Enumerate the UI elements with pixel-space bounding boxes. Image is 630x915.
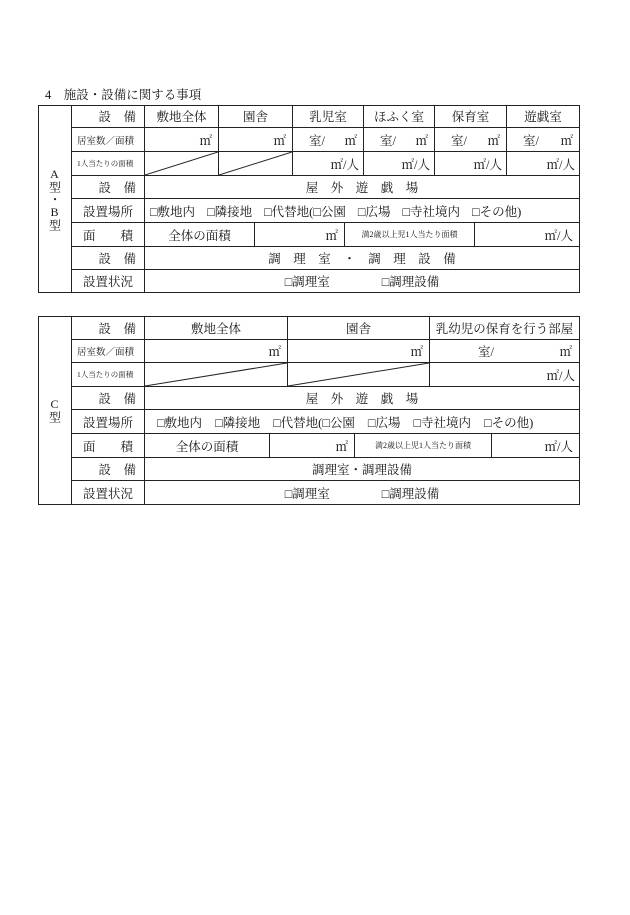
outdoor-playground-heading: 屋 外 遊 戯 場 <box>145 387 580 410</box>
room-area-unit: ㎡ <box>560 133 573 148</box>
option-kitchen-equipment: □調理設備 <box>381 486 440 501</box>
diagonal-strike <box>288 363 429 386</box>
nursery-room-area-cell <box>435 128 507 152</box>
facility-label: 設 備 <box>72 247 145 270</box>
area-label: 面 積 <box>72 223 145 247</box>
per-child-area-label: 満2歳以上児1人当たり面積 <box>345 223 475 247</box>
facility-table-type-ab <box>38 105 580 293</box>
installation-status-label: 設置状況 <box>72 481 145 505</box>
kitchen-heading: 調 理 室 ・ 調 理 設 備 <box>145 247 580 270</box>
room-area-unit: ㎡ <box>559 345 572 359</box>
crawling-room-per-person-cell: ㎡/人 <box>364 152 435 176</box>
option-other: □その他) <box>472 204 522 219</box>
installation-status-options <box>145 481 580 505</box>
room-area-unit: ㎡ <box>487 133 500 148</box>
total-area-cell: ㎡ <box>270 434 355 458</box>
location-options <box>145 199 580 223</box>
childcare-room-area-cell <box>430 340 580 363</box>
option-temple-grounds: □寺社境内 <box>402 204 461 219</box>
crossed-out-cell <box>145 363 288 387</box>
option-other: □その他) <box>484 415 534 430</box>
option-square: □広場 <box>367 415 401 430</box>
play-room-area-cell <box>507 128 580 152</box>
site-area-cell: ㎡ <box>145 340 288 363</box>
room-area-unit: ㎡ <box>344 133 357 148</box>
building-area-cell: ㎡ <box>219 128 293 152</box>
infant-room-area-cell <box>293 128 364 152</box>
option-square: □広場 <box>357 204 391 219</box>
per-child-area-cell: ㎡/人 <box>475 223 580 247</box>
column-header-childcare-room: 乳幼児の保育を行う部屋 <box>430 316 580 340</box>
total-area-cell: ㎡ <box>255 223 345 247</box>
option-substitute-park: □代替地(□公園 <box>264 204 346 219</box>
outdoor-playground-heading: 屋 外 遊 戯 場 <box>145 176 580 199</box>
section-title: 4 施設・設備に関する事項 <box>45 88 202 102</box>
column-header-site-total: 敷地全体 <box>145 316 288 340</box>
option-kitchen-room: □調理室 <box>284 275 330 289</box>
per-person-area-label: 1人当たりの面積 <box>72 152 145 176</box>
option-adjacent: □隣接地 <box>207 204 253 219</box>
area-label: 面 積 <box>72 434 145 458</box>
diagonal-strike <box>145 363 287 386</box>
diagonal-strike <box>219 152 292 175</box>
play-room-per-person-cell: ㎡/人 <box>507 152 580 176</box>
option-kitchen-equipment: □調理設備 <box>381 275 440 289</box>
location-options <box>145 410 580 434</box>
kitchen-heading: 調理室・調理設備 <box>145 458 580 481</box>
column-header-play-room: 遊戯室 <box>507 105 580 128</box>
facility-label: 設 備 <box>72 458 145 481</box>
option-kitchen-room: □調理室 <box>284 486 330 501</box>
facility-label: 設 備 <box>72 387 145 410</box>
childcare-room-per-person-cell: ㎡/人 <box>430 363 580 387</box>
facility-label: 設 備 <box>72 176 145 199</box>
installation-status-label: 設置状況 <box>72 270 145 293</box>
room-count-unit: 室/ <box>380 133 396 148</box>
location-label: 設置場所 <box>72 410 145 434</box>
per-person-area-label: 1人当たりの面積 <box>72 363 145 387</box>
crossed-out-cell <box>145 152 219 176</box>
infant-room-per-person-cell: ㎡/人 <box>293 152 364 176</box>
room-area-label: 居室数／面積 <box>72 340 145 363</box>
option-temple-grounds: □寺社境内 <box>413 415 472 430</box>
side-label-type-ab: A型・B型 <box>38 105 72 293</box>
option-on-site: □敷地内 <box>157 415 203 430</box>
crossed-out-cell <box>288 363 430 387</box>
room-count-unit: 室/ <box>309 133 325 148</box>
facility-table-type-c <box>38 316 580 505</box>
room-count-unit: 室/ <box>523 133 539 148</box>
column-header-crawling-room: ほふく室 <box>364 105 435 128</box>
crossed-out-cell <box>219 152 293 176</box>
option-on-site: □敷地内 <box>150 204 196 219</box>
site-area-cell: ㎡ <box>145 128 219 152</box>
column-header-building: 園舎 <box>219 105 293 128</box>
per-child-area-label: 満2歳以上児1人当たり面積 <box>355 434 492 458</box>
column-header-site-total: 敷地全体 <box>145 105 219 128</box>
option-substitute-park: □代替地(□公園 <box>273 415 355 430</box>
per-child-area-cell: ㎡/人 <box>492 434 580 458</box>
nursery-room-per-person-cell: ㎡/人 <box>435 152 507 176</box>
total-area-label: 全体の面積 <box>145 223 255 247</box>
crawling-room-area-cell <box>364 128 435 152</box>
room-area-unit: ㎡ <box>415 133 428 148</box>
room-area-label: 居室数／面積 <box>72 128 145 152</box>
total-area-label: 全体の面積 <box>145 434 270 458</box>
option-adjacent: □隣接地 <box>215 415 261 430</box>
diagonal-strike <box>145 152 218 175</box>
facility-label: 設 備 <box>72 316 145 340</box>
column-header-building: 園舎 <box>288 316 430 340</box>
location-label: 設置場所 <box>72 199 145 223</box>
installation-status-options <box>145 270 580 293</box>
room-count-unit: 室/ <box>478 345 494 359</box>
building-area-cell: ㎡ <box>288 340 430 363</box>
column-header-nursery-room: 保育室 <box>435 105 507 128</box>
side-label-type-c: C型 <box>38 316 72 505</box>
column-header-infant-room: 乳児室 <box>293 105 364 128</box>
room-count-unit: 室/ <box>451 133 467 148</box>
facility-label: 設 備 <box>72 105 145 128</box>
